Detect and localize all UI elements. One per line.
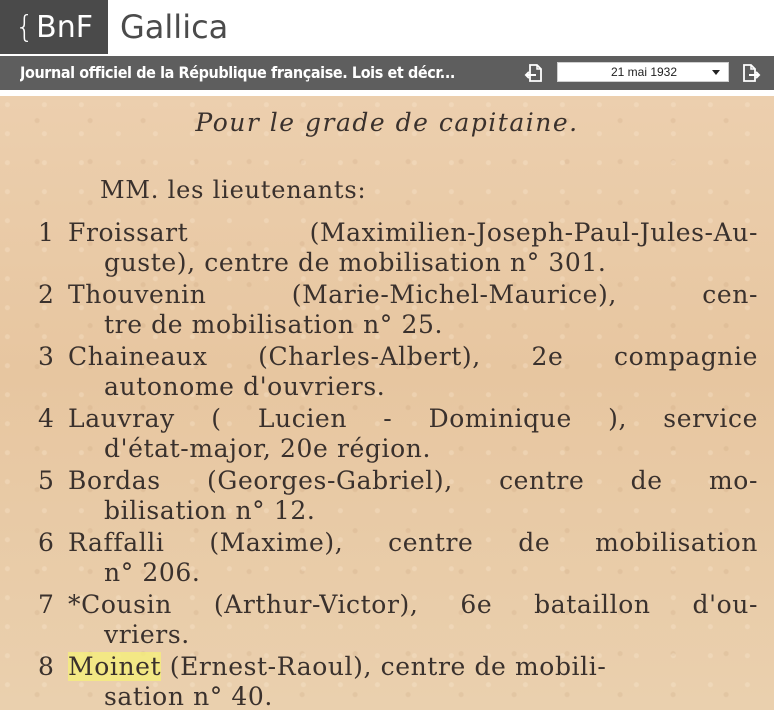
entry-number: 1 (38, 218, 55, 247)
entry-first-line (38, 280, 758, 310)
search-highlight[interactable]: Moinet (68, 652, 162, 681)
entry-text: sation n° 40. (104, 682, 273, 710)
entry-text: Raffalli (Maxime), centre de mobilisation (68, 528, 758, 557)
entry-first-line (38, 590, 758, 620)
list-item (38, 466, 758, 526)
top-bar (0, 0, 774, 54)
entry-first-line (38, 218, 758, 248)
bnf-logo[interactable] (0, 0, 108, 54)
entry-number: 3 (38, 342, 55, 371)
entry-first-line (38, 404, 758, 434)
list-item (38, 652, 758, 710)
entry-text: bilisation n° 12. (104, 496, 316, 525)
entry-text: tre de mobilisation n° 25. (104, 310, 444, 339)
next-issue-icon[interactable] (740, 62, 762, 84)
list-item (38, 590, 758, 650)
entry-text: autonome d'ouvriers. (104, 372, 386, 401)
list-item (38, 404, 758, 464)
entry-number: 7 (38, 590, 55, 619)
entry-text: (Ernest-Raoul), centre de mobili- (161, 652, 607, 681)
entry-first-line (38, 652, 758, 682)
site-name[interactable]: Gallica (120, 8, 229, 46)
list-item (38, 342, 758, 402)
entry-first-line (38, 528, 758, 558)
entry-number: 5 (38, 466, 55, 495)
entry-text: n° 206. (104, 558, 201, 587)
logo-brace: { (15, 9, 35, 45)
logo-text: BnF (36, 9, 93, 45)
previous-issue-icon[interactable] (523, 62, 545, 84)
entry-text: Thouvenin (Marie-Michel-Maurice), cen- (68, 280, 758, 309)
date-select[interactable] (557, 62, 729, 82)
entry-text: Bordas (Georges-Gabriel), centre de mo- (68, 466, 758, 495)
entry-text: Froissart (Maximilien-Joseph-Paul-Jules-Au- (68, 218, 758, 247)
list-item (38, 528, 758, 588)
entry-text: Chaineaux (Charles-Albert), 2e compagnie (68, 342, 758, 371)
entry-text: *Cousin (Arthur-Victor), 6e bataillon d'ou- (68, 590, 758, 619)
entry-first-line (38, 466, 758, 496)
entry-text: vriers. (104, 620, 190, 649)
document-scan (0, 96, 774, 710)
date-select-value: 21 mai 1932 (610, 65, 678, 79)
entry-number: 4 (38, 404, 55, 433)
entry-text: d'état-major, 20e région. (104, 434, 432, 463)
entry-number: 6 (38, 528, 55, 557)
entry-first-line (38, 342, 758, 372)
chevron-down-icon (712, 70, 720, 75)
intro-text: MM. les lieutenants: (100, 176, 367, 204)
entry-number: 2 (38, 280, 55, 309)
entry-text: guste), centre de mobilisation n° 301. (104, 248, 607, 277)
entry-number: 8 (38, 652, 55, 681)
list-item (38, 280, 758, 340)
document-title[interactable]: Journal officiel de la République française. Lois et décr... (20, 63, 455, 82)
section-heading: Pour le grade de capitaine. (195, 108, 579, 137)
list-item (38, 218, 758, 278)
entry-text: Lauvray ( Lucien - Dominique ), service (68, 404, 758, 433)
